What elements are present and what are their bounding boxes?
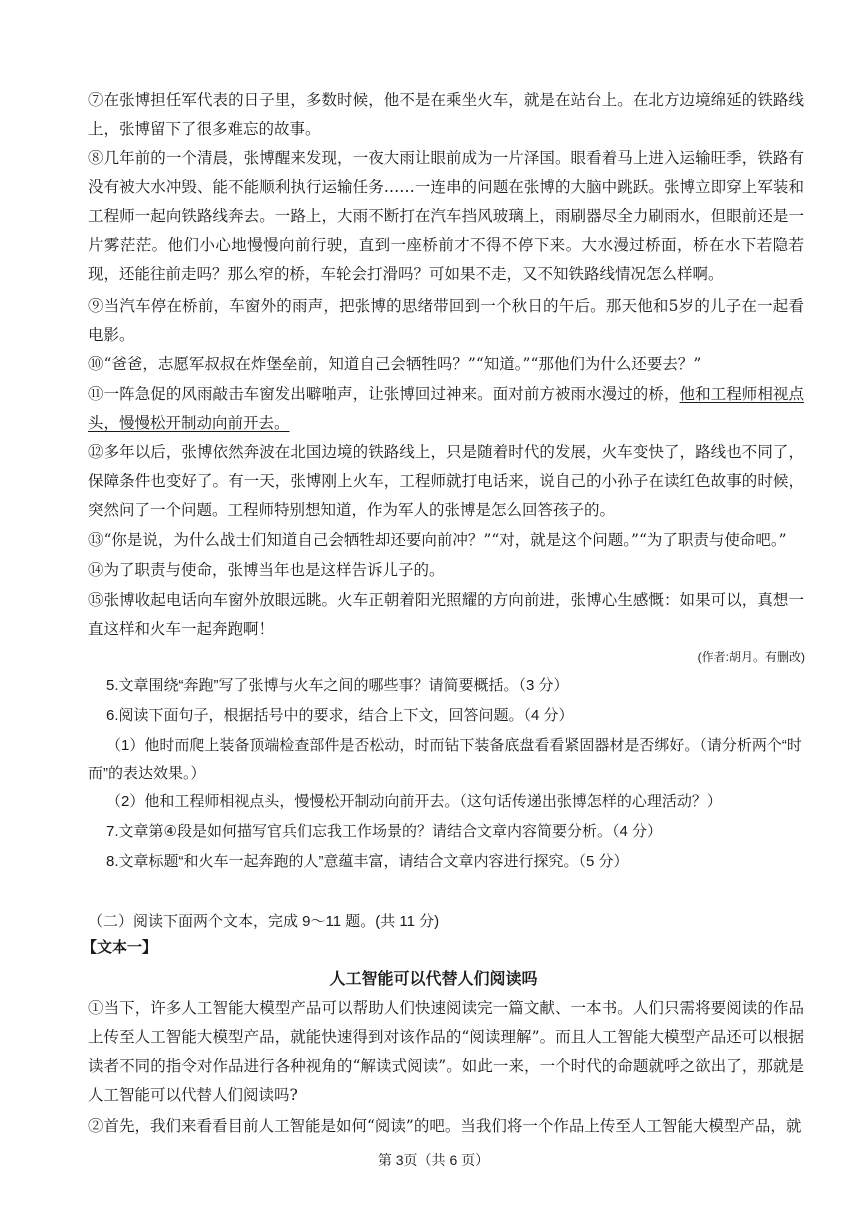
article-title: 人工智能可以代替人们阅读吗: [329, 971, 538, 988]
paragraph-14: ⑭为了职责与使命，张博当年也是这样告诉儿子的。: [88, 561, 445, 579]
paragraph-11: [88, 380, 804, 438]
section-2-intro: （二）阅读下面两个文本，完成 9～11 题。(共 11 分): [88, 913, 440, 930]
page-number: 第 3页（共 6 页）: [377, 1152, 490, 1168]
source-note: (作者:胡月。有删改): [697, 650, 805, 664]
paragraph-12: ⑫多年以后，张博依然奔波在北国边境的铁路线上，只是随着时代的发展，火车变快了，路线也不同了，保障条件也变好了。有一天，张博刚上火车，工程师就打电话来，说自己的小孙子在读红色故事的时候，突然问了一个问题。工程师特别想知道，作为军人的张博是怎么回答孩子的。: [88, 443, 804, 519]
paragraph-11-text: ⑪一阵急促的风雨敲击车窗发出噼啪声，让张博回过神来。面对前方被雨水漫过的桥，: [88, 385, 680, 403]
paragraph-10: ⑩“爸爸，志愿军叔叔在炸堡垒前，知道自己会牺牲吗？”“知道。”“那他们为什么还要去？”: [88, 355, 702, 373]
question-6: 6.阅读下面句子，根据括号中的要求，结合上下文，回答问题。（4 分）: [106, 707, 574, 724]
paragraph-15: ⑮张博收起电话向车窗外放眼远眺。火车正朝着阳光照耀的方向前进，张博心生感慨：如果可以，真想一直这样和火车一起奔跑啊！: [88, 591, 804, 638]
paragraph-13: ⑬“你是说，为什么战士们知道自己会牺牲却还要向前冲？”“对，就是这个问题。”“为了职责与使命吧。”: [88, 531, 787, 549]
paragraph-7: ⑦在张博担任军代表的日子里，多数时候，他不是在乘坐火车，就是在站台上。在北方边境绵延的铁路线上，张博留下了很多难忘的故事。: [88, 91, 804, 138]
question-7: 7.文章第④段是如何描写官兵们忘我工作场景的？请结合文章内容简要分析。（4 分）: [106, 823, 662, 840]
question-5: 5.文章围绕“奔跑”写了张博与火车之间的哪些事？请简要概括。（3 分）: [106, 677, 569, 694]
paragraph-8: ⑧几年前的一个清晨，张博醒来发现，一夜大雨让眼前成为一片泽国。眼看着马上进入运输旺季，铁路有没有被大水冲毁、能不能顺利执行运输任务……一连串的问题在张博的大脑中跳跃。张博立即穿上军装和工程师一起向铁路线奔去。一路上，大雨不断打在汽车挡风玻璃上，雨刷器尽全力刷雨水，但眼前还是一片雾茫茫。他们小心地慢慢向前行驶，直到一座桥前才不得不停下来。大水漫过桥面，桥在水下若隐若现，还能往前走吗？那么窄的桥，车轮会打滑吗？可如果不走，又不知铁路线情况怎么样啊。: [88, 149, 804, 283]
question-6-part-2: （2）他和工程师相视点头，慢慢松开制动向前开去。（这句话传递出张博怎样的心理活动？）: [106, 793, 722, 810]
text-one-label: 【文本一】: [82, 939, 158, 956]
article-paragraph-2: ②首先，我们来看看目前人工智能是如何“阅读”的吧。当我们将一个作品上传至人工智能大模型产品，就: [88, 1117, 802, 1135]
question-8: 8.文章标题“和火车一起奔跑的人”意蕴丰富，请结合文章内容进行探究。（5 分）: [106, 853, 629, 870]
underlined-sentence: 他和工程师相视点头，慢慢松开制动向前开去。: [88, 385, 804, 432]
article-paragraph-1: ①当下，许多人工智能大模型产品可以帮助人们快速阅读完一篇文献、一本书。人们只需将要阅读的作品上传至人工智能大模型产品，就能快速得到对该作品的“阅读理解”。而且人工智能大模型产品还可以根据读者不同的指令对作品进行各种视角的“解读式阅读”。如此一来，一个时代的命题就呼之欲出了，那就是人工智能可以代替人们阅读吗?: [88, 999, 804, 1104]
question-6-part-1: （1）他时而爬上装备顶端检查部件是否松动，时而钻下装备底盘看看紧固器材是否绑好。（请分析两个“时而”的表达效果。）: [88, 737, 802, 782]
paragraph-9: ⑨当汽车停在桥前，车窗外的雨声，把张博的思绪带回到一个秋日的午后。那天他和5岁的儿子在一起看电影。: [88, 297, 804, 344]
